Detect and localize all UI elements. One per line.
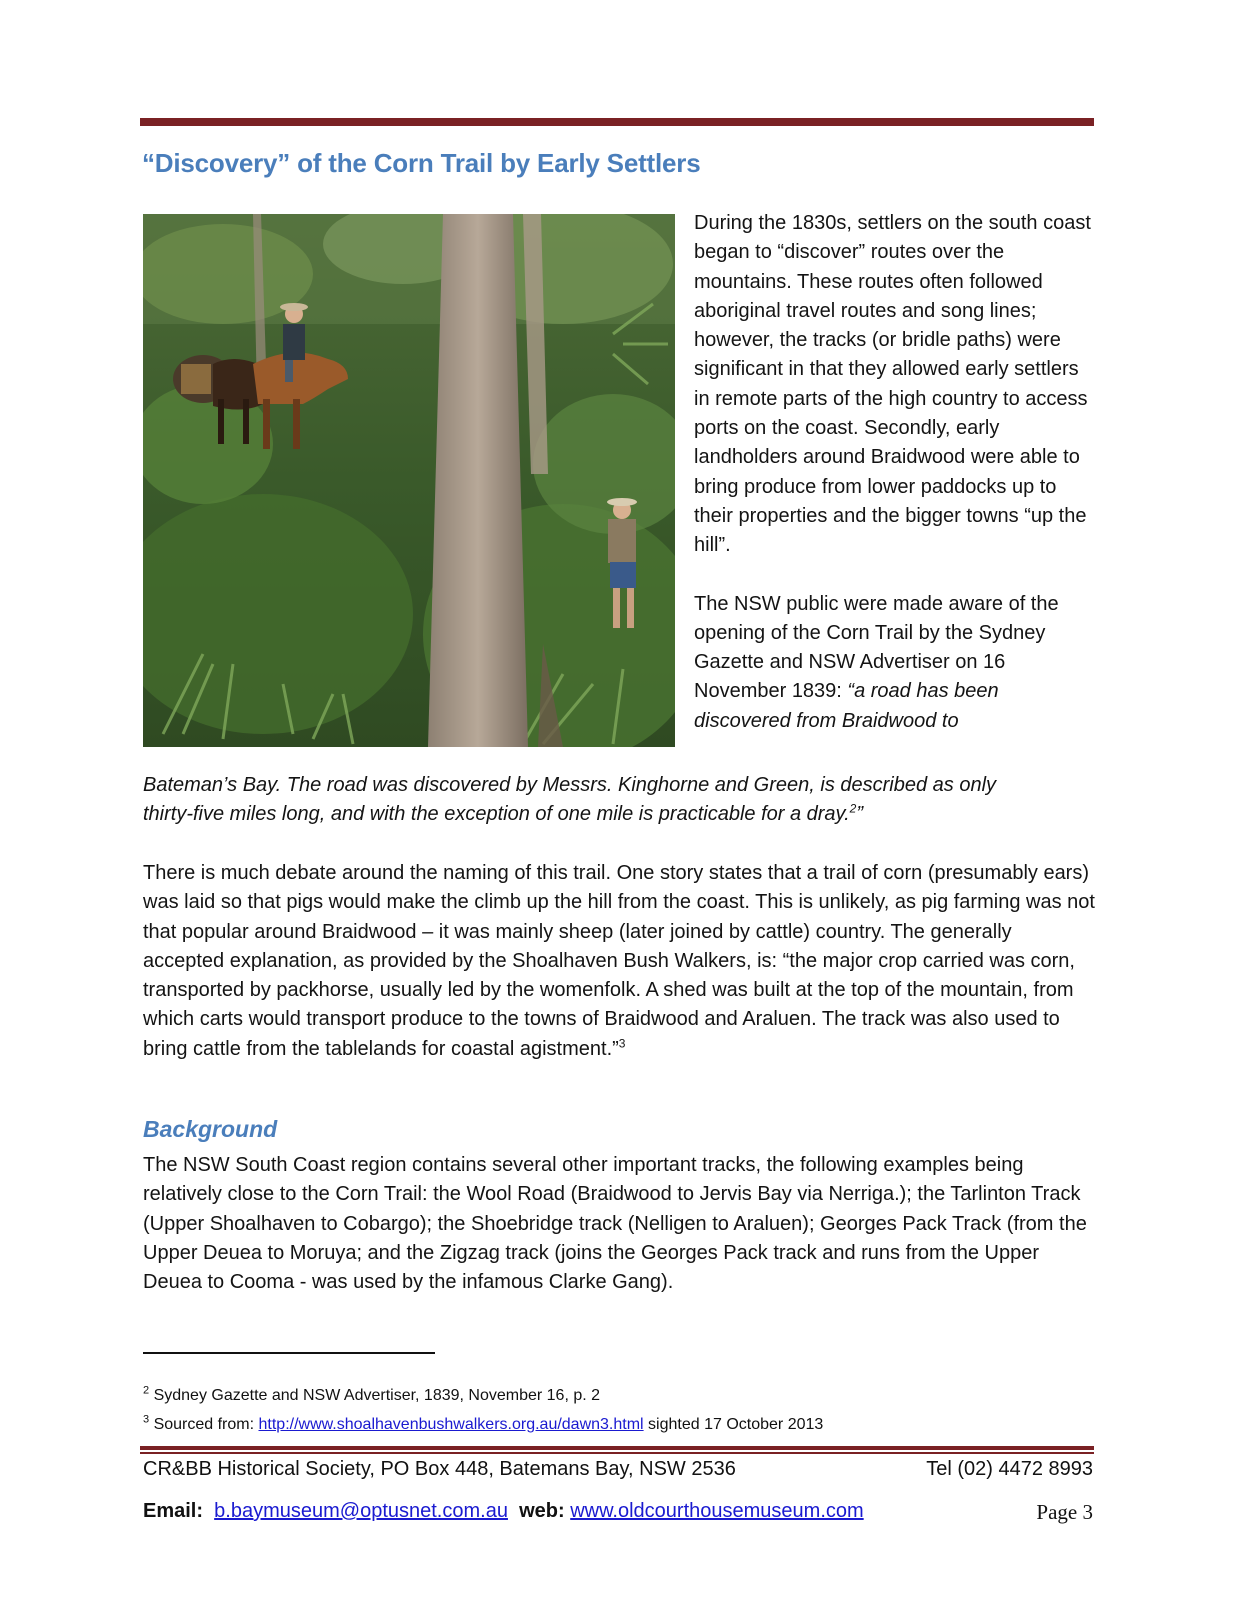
footer-contact-line [143, 1500, 1093, 1523]
email-link[interactable]: b.baymuseum@optusnet.com.au [214, 1500, 508, 1522]
naming-paragraph-text: There is much debate around the naming of this trail. One story states that a trail of corn (presumably ears) was laid so that pigs would make the climb up the hill from the coast. This is unlikely, as pig farming was not that popular around Braidwood – it was mainly sheep (later joined by cattle) country. The generally accepted explanation, as provided by the Shoalhaven Bush Walkers, is: “the major crop carried was corn, transported by packhorse, usually led by the womenfolk. A shed was built at the top of the mountain, from which carts would transport produce to the towns of Braidwood and Araluen. The track was also used to bring cattle from the tablelands for coastal agistment.” [143, 862, 1095, 1060]
quote-continuation [143, 771, 1097, 830]
page-title: “Discovery” of the Corn Trail by Early Settlers [142, 148, 701, 178]
trail-photo [143, 214, 675, 747]
footnote-separator [143, 1352, 435, 1354]
footer-rule-thick [140, 1446, 1094, 1450]
footnote-2-text: Sydney Gazette and NSW Advertiser, 1839, November 16, p. 2 [149, 1387, 601, 1404]
web-label: web: [519, 1500, 565, 1522]
header-rule [140, 118, 1094, 126]
quote-close: ” [856, 803, 863, 826]
naming-paragraph [143, 859, 1097, 1064]
footnote-3-number: 3 [143, 1413, 150, 1426]
quote-start: “a road has been discovered from Braidwood to [694, 680, 999, 732]
intro-paragraph-1: During the 1830s, settlers on the south coast began to “discover” routes over the mountains. These routes often followed aboriginal travel routes and song lines; however, the tracks (or bridle paths) were significant in that they allowed early settlers in remote parts of the high country to access ports on the coast. Secondly, early landholders around Braidwood were able to bring produce from lower paddocks up to their properties and the bigger towns “up the hill”. [694, 212, 1091, 557]
footnote-2-number: 2 [143, 1384, 150, 1397]
footnote-3-link[interactable]: http://www.shoalhavenbushwalkers.org.au/dawn3.html [258, 1416, 644, 1433]
quote-line-2 [143, 800, 1097, 829]
footer-rule-thin [140, 1452, 1094, 1454]
intro-paragraph-2 [694, 590, 1094, 736]
trail-photo-image [143, 214, 675, 747]
footnote-3 [143, 1410, 1097, 1439]
footnote-3-lead: Sourced from: [149, 1416, 259, 1433]
footer-address: CR&BB Historical Society, PO Box 448, Batemans Bay, NSW 2536 [143, 1458, 736, 1480]
email-label: Email: [143, 1500, 204, 1522]
footnote-3-tail: sighted 17 October 2013 [643, 1416, 824, 1433]
quote-line-2-text: thirty-five miles long, and with the exception of one mile is practicable for a dray. [143, 803, 850, 826]
background-paragraph: The NSW South Coast region contains several other important tracks, the following examples being relatively close to the Corn Trail: the Wool Road (Braidwood to Jervis Bay via Nerriga.); the Tarlinton Track (Upper Shoalhaven to Cobargo); the Shoebridge track (Nelligen to Araluen); Georges Pack Track (from the Upper Deuea to Moruya; and the Zigzag track (joins the Georges Pack track and runs from the Upper Deuea to Cooma - was used by the infamous Clarke Gang). [143, 1154, 1087, 1294]
footnote-ref-3[interactable]: 3 [618, 1036, 626, 1051]
footnote-2 [143, 1381, 1097, 1410]
intro-column [694, 209, 1094, 736]
footnotes [143, 1381, 1097, 1439]
footer-address-line [143, 1458, 1093, 1481]
intro-paragraph-2-lead: The NSW public were made aware of the opening of the Corn Trail by the Sydney Gazette and NSW Advertiser on 16 November 1839: [694, 592, 1059, 703]
footer-telephone: Tel (02) 4472 8993 [926, 1458, 1093, 1480]
footnote-ref-2[interactable]: 2 [849, 801, 857, 816]
page-number: Page 3 [1036, 1500, 1093, 1524]
section-heading-background: Background [143, 1116, 278, 1142]
website-link[interactable]: www.oldcourthousemuseum.com [570, 1500, 864, 1522]
quote-line-1: Bateman’s Bay. The road was discovered by Messrs. Kinghorne and Green, is described as only [143, 774, 997, 796]
